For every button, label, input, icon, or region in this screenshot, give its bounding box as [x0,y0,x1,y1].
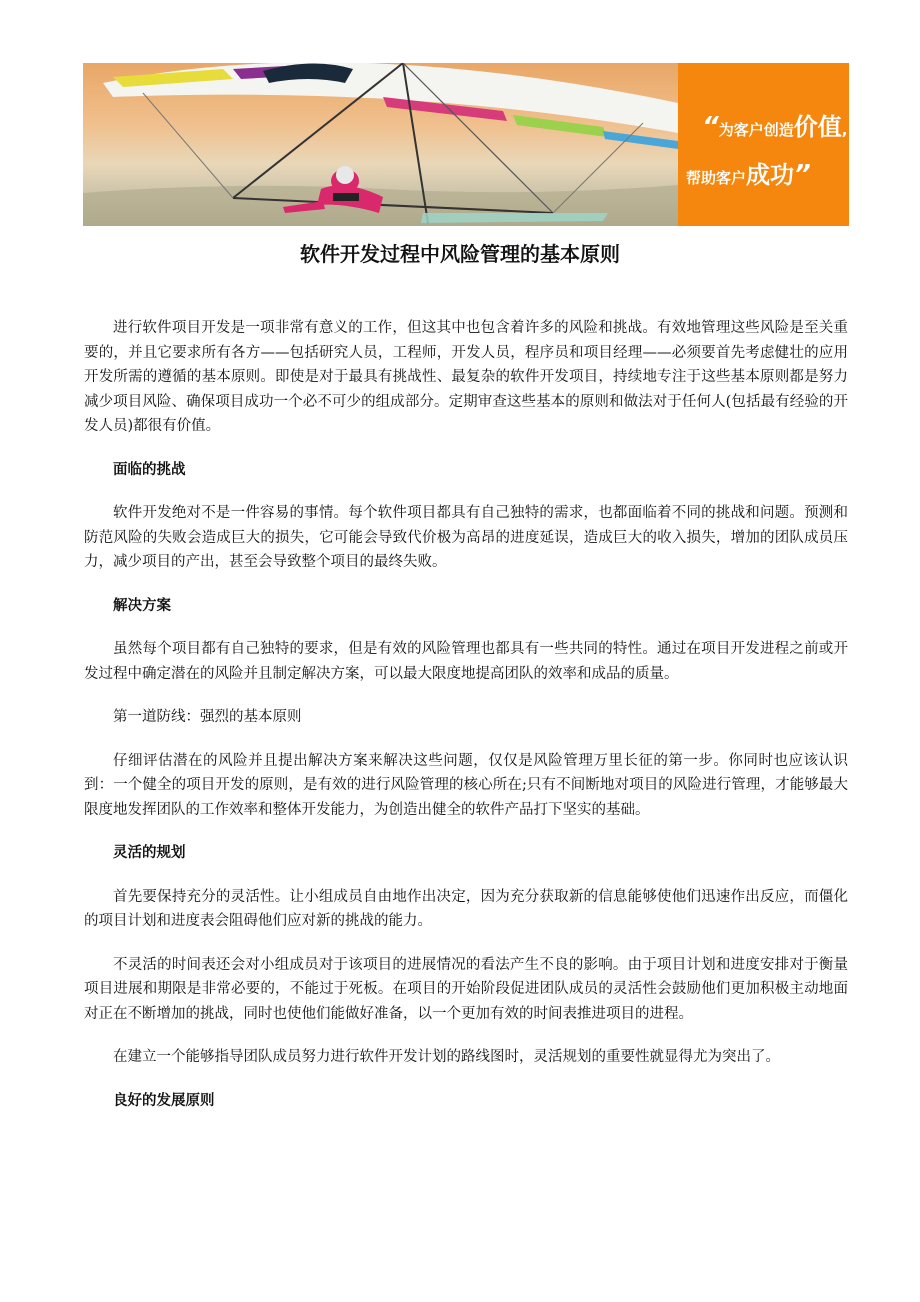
challenge-paragraph: 软件开发绝对不是一件容易的事情。每个软件项目都具有自己独特的需求，也都面临着不同的挑战和问题。预测和防范风险的失败会造成巨大的损失，它可能会导致代价极为高昂的进度延误，造成巨大的收入损失，增加的团队成员压力，减少项目的产出，甚至会导致整个项目的最终失败。 [84,505,848,570]
header-banner [83,63,849,226]
intro-paragraph: 进行软件项目开发是一项非常有意义的工作，但这其中也包含着许多的风险和挑战。有效地管理这些风险是至关重要的，并且它要求所有各方——包括研究人员，工程师，开发人员，程序员和项目经理——必须要首先考虑健壮的应用开发所需的遵循的基本原则。即使是对于最具有挑战性、最复杂的软件开发项目，持续地专注于这些基本原则都是努力减少项目风险、确保项目成功一个必不可少的组成部分。定期审查这些基本的原则和做法对于任何人(包括最有经验的开发人员)都很有价值。 [84,320,848,434]
slogan-panel [678,63,849,226]
solution-heading: 解决方案 [113,597,171,614]
hang-glider-illustration [83,63,678,226]
slogan-comma: , [841,121,848,139]
slogan-big-text: 价值 [793,113,842,141]
planning-heading: 灵活的规划 [113,845,186,861]
slogan-small-text: 为客户创造 [718,121,794,139]
document-title: 软件开发过程中风险管理的基本原则 [300,242,620,266]
first-line-paragraph: 仔细评估潜在的风险并且提出解决方案来解决这些问题，仅仅是风险管理万里长征的第一步。你同时也应该认识到：一个健全的项目开发的原则，是有效的进行风险管理的核心所在;只有不间断地对项目的风险进行管理，才能够最大限度地发挥团队的工作效率和整体开发能力，为创造出健全的软件产品打下坚实的基础。 [84,752,848,818]
challenge-heading: 面临的挑战 [113,461,186,478]
solution-paragraph: 虽然每个项目都有自己独特的要求，但是有效的风险管理也都具有一些共同的特性。通过在项目开发进程之前或开发过程中确定潜在的风险并且制定解决方案，可以最大限度地提高团队的效率和成品的质量。 [84,641,848,682]
development-heading: 良好的发展原则 [113,1092,215,1109]
close-quote: ” [794,160,811,190]
slogan-line-success [686,155,811,190]
slogan-big-text: 成功 [746,161,795,189]
planning-paragraph-1: 首先要保持充分的灵活性。让小组成员自由地作出决定，因为充分获取新的信息能够使他们迅速作出反应，而僵化的项目计划和进度表会阻碍他们应对新的挑战的能力。 [84,888,848,929]
hang-glider-photo [83,63,678,226]
article-body [84,316,848,1113]
planning-paragraph-2: 不灵活的时间表还会对小组成员对于该项目的进展情况的看法产生不良的影响。由于项目计划和进度安排对于衡量项目进展和期限是非常必要的，不能过于死板。在项目的开始阶段促进团队成员的灵活性会鼓励他们更加积极主动地面对正在不断增加的挑战，同时也使他们能做好准备，以一个更加有效的时间表推进项目的进程。 [84,956,848,1022]
open-quote: “ [702,112,719,142]
slogan-small-text: 帮助客户 [686,169,747,187]
first-line-subheading: 第一道防线：强烈的基本原则 [113,709,302,725]
planning-paragraph-3: 在建立一个能够指导团队成员努力进行软件开发计划的路线图时，灵活规划的重要性就显得尤为突出了。 [113,1049,780,1065]
slogan-line-value [702,107,847,142]
